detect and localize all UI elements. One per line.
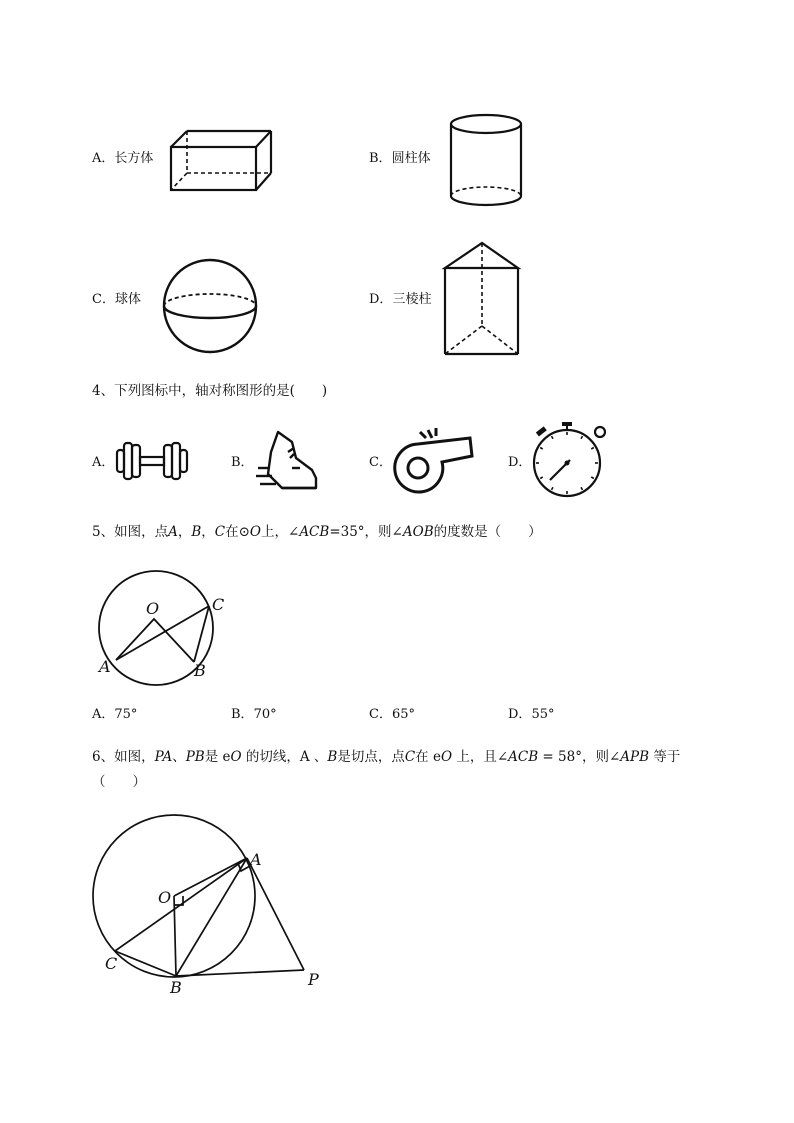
q6-label-b: B — [170, 978, 182, 997]
cuboid-figure — [165, 125, 277, 195]
dumbbell-icon — [114, 438, 190, 484]
q5-label-b: B — [194, 661, 206, 680]
q4-option-d-label: D． — [508, 455, 532, 470]
q5-option-a: A．75° — [92, 707, 138, 722]
stopwatch-icon — [530, 420, 612, 500]
stopwatch-tick — [591, 477, 594, 479]
cylinder-figure — [448, 113, 524, 209]
q5-option-c: C．65° — [369, 707, 415, 722]
q6-label-a: A — [250, 850, 262, 869]
q6-label-p: P — [308, 970, 319, 989]
q6-tangent-figure — [90, 835, 330, 995]
q5-label-o: O — [146, 599, 160, 618]
stopwatch-tick — [540, 477, 543, 479]
running-shoe-icon — [254, 428, 322, 494]
q3-option-a: A．长方体 — [92, 151, 154, 166]
q5-stem: 5、如图，点A，B，C在⊙O上，∠ACB=35°，则∠AOB的度数是（ ） — [92, 524, 542, 540]
sphere-figure — [160, 258, 260, 354]
q3-option-b: B．圆柱体 — [369, 151, 431, 166]
stopwatch-tick — [540, 448, 543, 450]
q3-option-c: C．球体 — [92, 292, 141, 307]
whistle-icon — [390, 426, 478, 498]
stopwatch-tick — [552, 487, 554, 490]
q5-option-b: B．70° — [231, 707, 277, 722]
stopwatch-tick — [552, 436, 554, 439]
stopwatch-tick — [581, 487, 583, 490]
triangular-prism-figure — [440, 238, 524, 360]
q5-label-a: A — [99, 657, 111, 676]
q4-option-c-label: C． — [369, 455, 392, 470]
q5-option-d: D．55° — [508, 707, 555, 722]
q4-option-b-label: B． — [231, 455, 254, 470]
q6-answer-bracket: （ ） — [92, 774, 146, 790]
stopwatch-tick — [581, 436, 583, 439]
q4-stem: 4、下列图标中，轴对称图形的是( ) — [92, 383, 328, 399]
q6-stem: 6、如图，PA、PB是 eO 的切线，A 、B是切点，点C在 eO 上，且∠ACB = 58°，则∠APB 等于 — [92, 749, 681, 765]
q5-label-c: C — [212, 595, 225, 614]
q5-circle-figure — [90, 590, 240, 690]
stopwatch-tick — [591, 448, 594, 450]
q3-option-d: D．三棱柱 — [369, 292, 432, 307]
q4-option-a-label: A． — [92, 455, 115, 470]
q6-label-o: O — [158, 888, 172, 907]
q6-label-c: C — [105, 954, 118, 973]
